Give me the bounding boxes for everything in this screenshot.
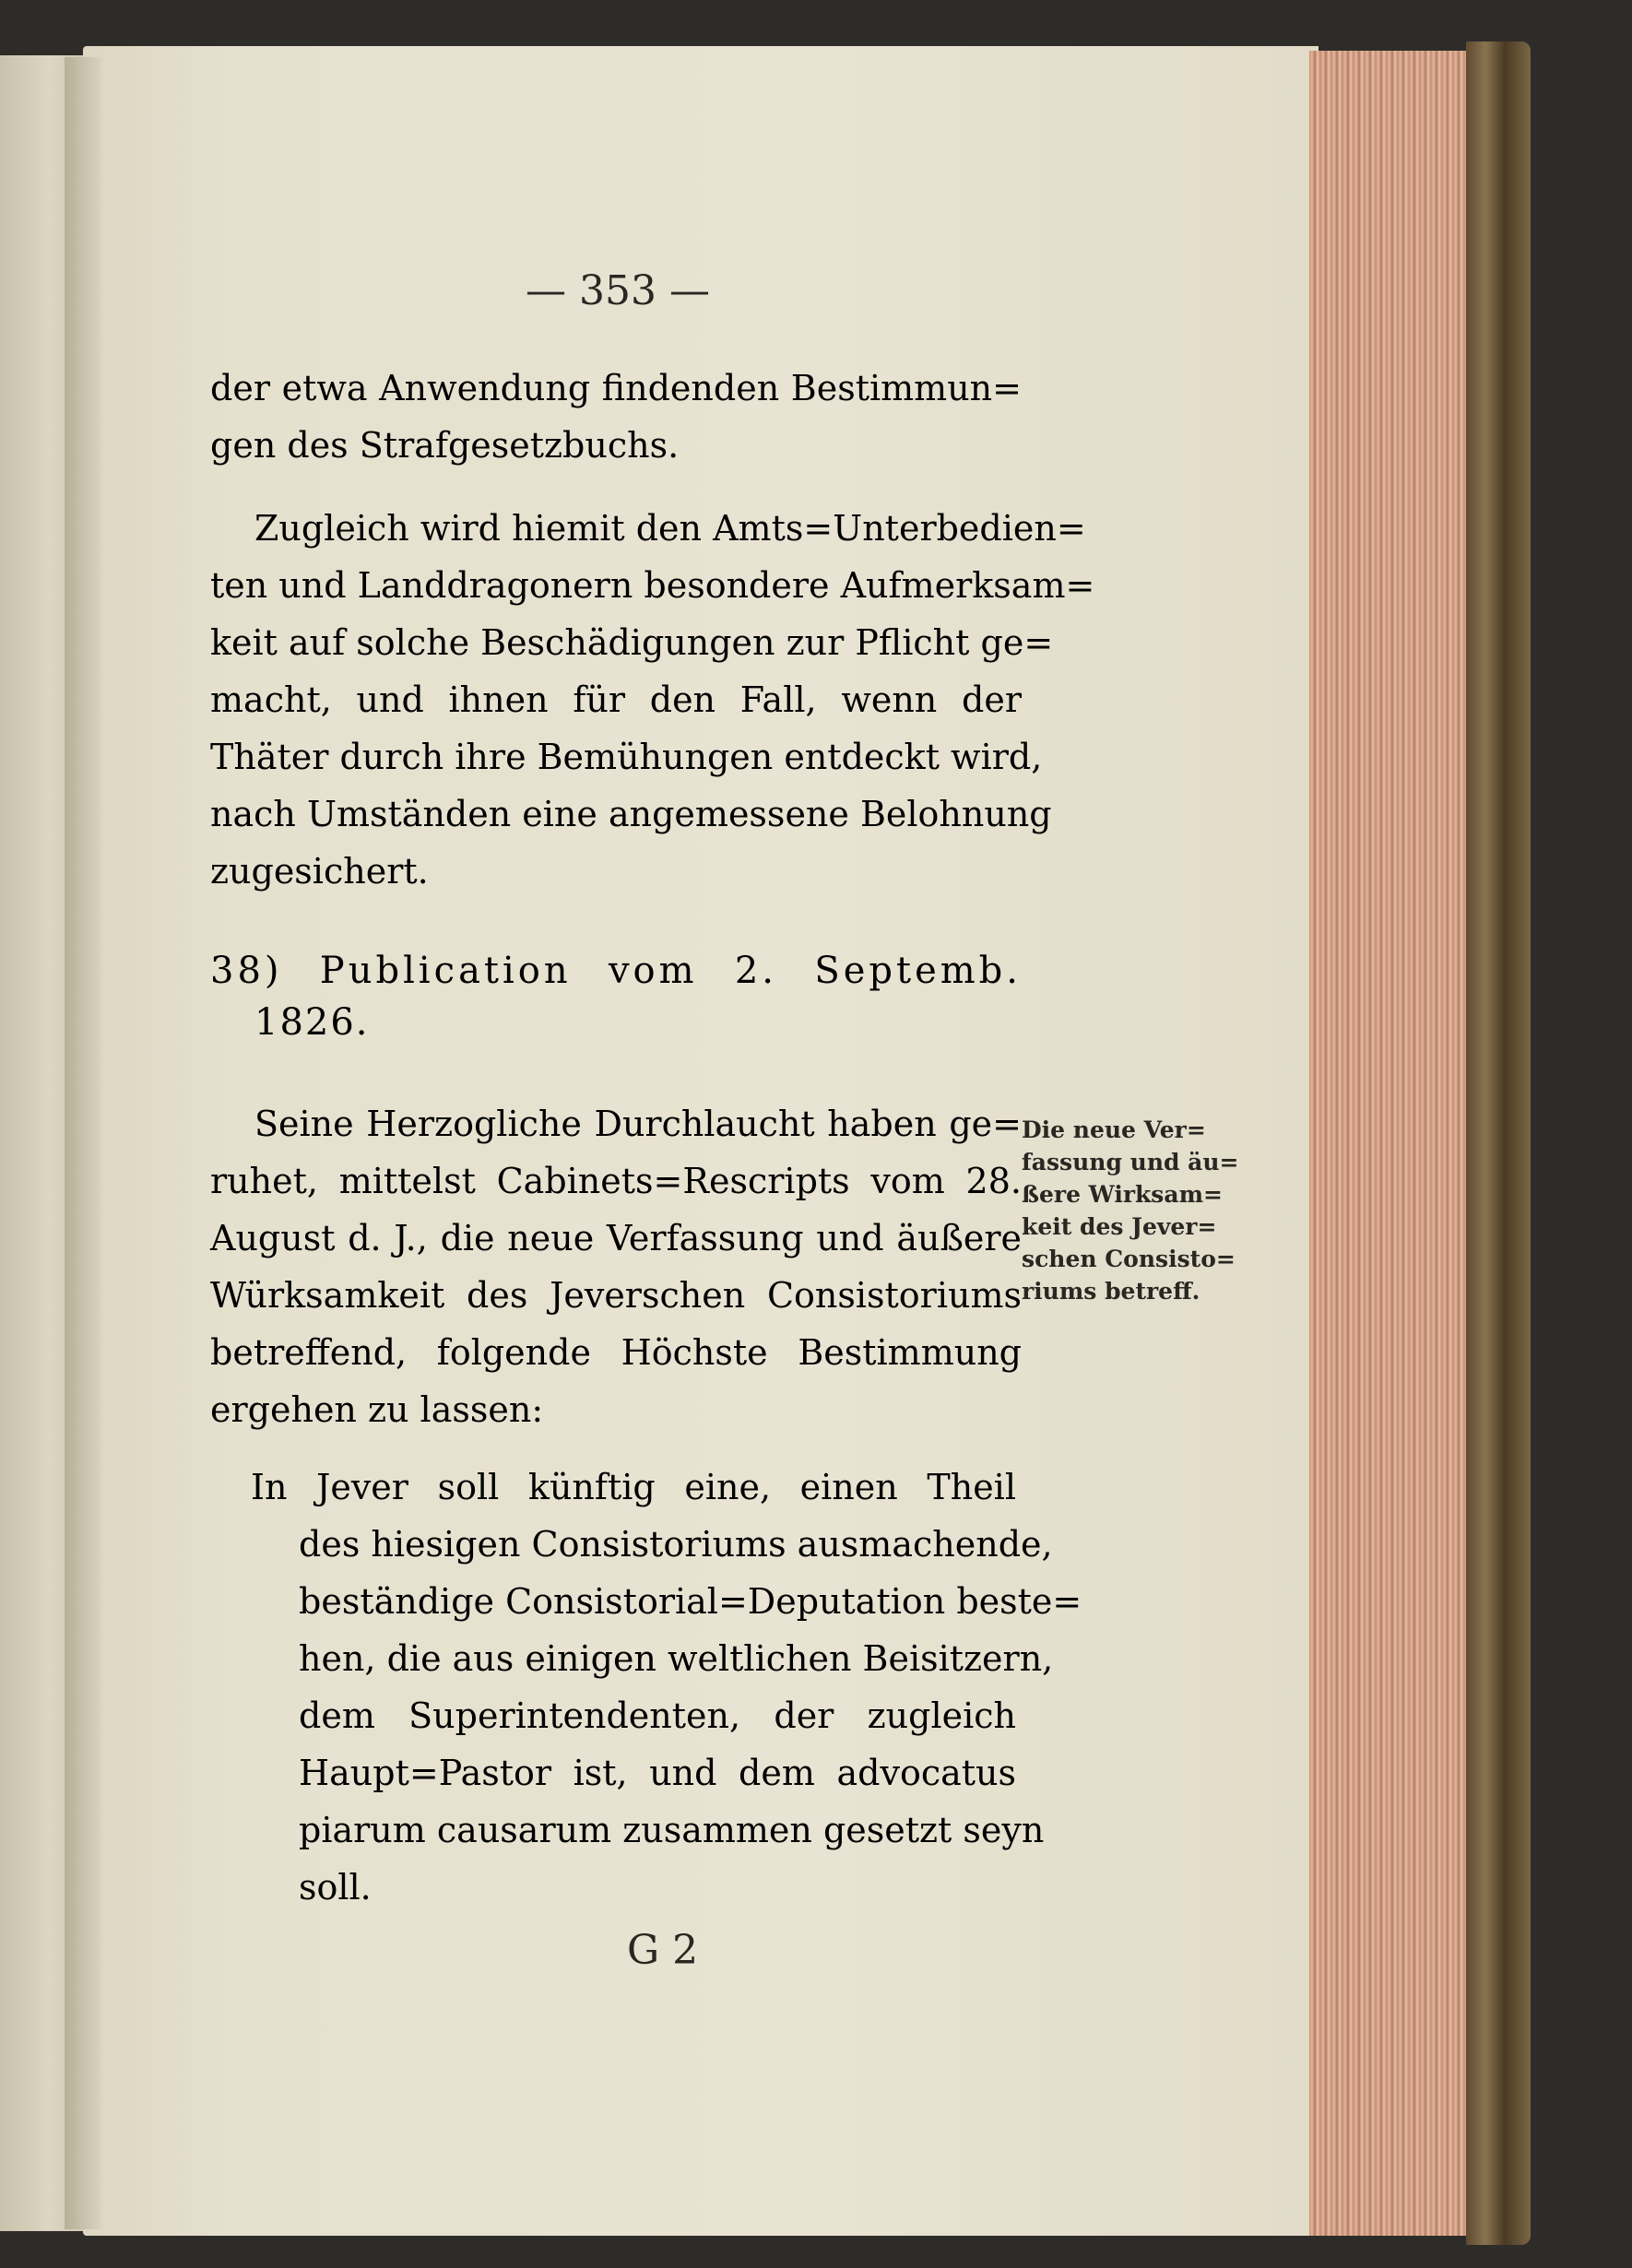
text-line: macht, und ihnen für den Fall, wenn der bbox=[210, 679, 1022, 720]
quote-line: soll. bbox=[299, 1867, 372, 1908]
section-heading bbox=[210, 950, 1022, 1044]
text-line: der etwa Anwendung findenden Bestimmun= bbox=[210, 368, 1022, 408]
text-line: August d. J., die neue Verfassung und äußere bbox=[210, 1218, 1022, 1258]
book-cover bbox=[1466, 41, 1531, 2245]
quote-line: In Jever soll künftig eine, einen Theil bbox=[251, 1467, 1016, 1507]
margin-note-line: Die neue Ver= bbox=[1022, 1116, 1206, 1143]
text-line: zugesichert. bbox=[210, 851, 429, 892]
paragraph-1 bbox=[210, 360, 1022, 474]
text-line: gen des Strafgesetzbuchs. bbox=[210, 425, 680, 466]
text-line: Seine Herzogliche Durchlaucht haben ge= bbox=[254, 1104, 1022, 1144]
page-edges bbox=[1309, 51, 1484, 2236]
text-line: betreffend, folgende Höchste Bestimmung bbox=[210, 1332, 1022, 1373]
text-line: Thäter durch ihre Bemühungen entdeckt wird, bbox=[210, 737, 1043, 777]
text-line: Würksamkeit des Jeverschen Consistoriums bbox=[210, 1275, 1022, 1316]
text-line: ruhet, mittelst Cabinets=Rescripts vom 28. bbox=[210, 1161, 1022, 1201]
page-number: — 353 — bbox=[526, 267, 710, 314]
text-line: Zugleich wird hiemit den Amts=Unterbedien= bbox=[254, 508, 1086, 549]
heading-line: 38) Publication vom 2. Septemb. bbox=[210, 950, 1022, 992]
margin-note-line: riums betreff. bbox=[1022, 1278, 1200, 1305]
margin-note-line: keit des Jever= bbox=[1022, 1213, 1217, 1240]
quote-line: Haupt=Pastor ist, und dem advocatus bbox=[299, 1753, 1016, 1793]
text-line: ergehen zu lassen: bbox=[210, 1389, 544, 1430]
margin-note bbox=[1022, 1114, 1239, 1307]
quote-line: hen, die aus einigen weltlichen Beisitzern, bbox=[299, 1638, 1054, 1679]
heading-year: 1826. bbox=[254, 1001, 370, 1044]
signature-mark: G 2 bbox=[627, 1927, 699, 1974]
margin-note-line: ßere Wirksam= bbox=[1022, 1181, 1223, 1208]
page-gutter bbox=[65, 57, 101, 2229]
quote-line: beständige Consistorial=Deputation beste= bbox=[299, 1581, 1082, 1622]
paragraph-2 bbox=[210, 500, 1095, 900]
text-line: nach Umständen eine angemessene Belohnung bbox=[210, 794, 1052, 834]
decree-quote bbox=[251, 1459, 1082, 1916]
text-line: ten und Landdragonern besondere Aufmerksam= bbox=[210, 565, 1095, 606]
quote-line: piarum causarum zusammen gesetzt seyn bbox=[299, 1810, 1045, 1850]
margin-note-line: fassung und äu= bbox=[1022, 1149, 1239, 1175]
quote-line: dem Superintendenten, der zugleich bbox=[299, 1695, 1016, 1736]
paragraph-3 bbox=[210, 1095, 1022, 1438]
quote-line: des hiesigen Consistoriums ausmachende, bbox=[299, 1524, 1053, 1565]
text-line: keit auf solche Beschädigungen zur Pflicht ge= bbox=[210, 622, 1054, 663]
margin-note-line: schen Consisto= bbox=[1022, 1246, 1236, 1272]
